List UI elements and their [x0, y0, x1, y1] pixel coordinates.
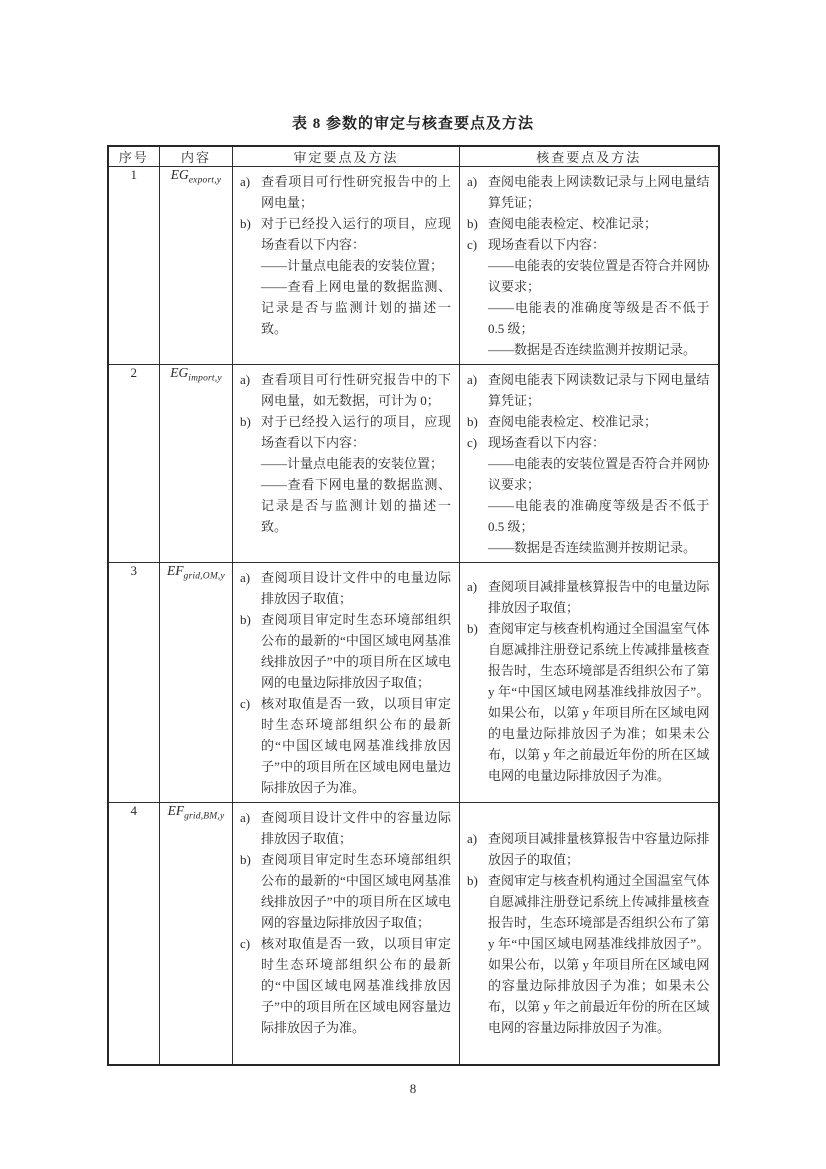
list-item	[467, 537, 710, 558]
cell-content	[233, 803, 459, 1042]
param-formula	[170, 167, 222, 186]
list-item	[467, 297, 710, 339]
col-header-content: 内容	[160, 146, 233, 167]
list-item	[467, 576, 710, 618]
item-text: 查阅审定与核查机构通过全国温室气体自愿减排注册登记系统上传减排量核查报告时，生态环境部是否组织公布了第 y 年“中国区域电网基准线排放因子”。如果公布，以第 y 年项目所在区域电网的容量边际排放因子为准；如果未公布，以第 y 年之前最近年份的所在区域电网的容量边际排放因子为准。	[488, 873, 710, 1035]
list-item	[240, 693, 451, 798]
cell-no	[108, 563, 160, 803]
item-marker: b)	[240, 612, 251, 627]
item-text: ——计量点电能表的安装位置；	[261, 258, 444, 273]
cell-content	[460, 563, 718, 790]
list-item	[467, 618, 710, 786]
list-item	[240, 369, 451, 411]
param-base: EG	[170, 167, 189, 182]
table-row	[108, 365, 719, 563]
param-formula	[167, 563, 225, 582]
param-subscript: export,y	[188, 175, 222, 186]
item-marker: a)	[467, 579, 478, 594]
row-number: 2	[130, 365, 137, 380]
item-text: ——查看上网电量的数据监测、记录是否与监测计划的描述一致。	[261, 279, 451, 336]
row-number: 1	[130, 167, 137, 182]
cell-check	[460, 563, 719, 803]
item-marker: b)	[240, 852, 251, 867]
cell-verification	[233, 365, 460, 563]
item-marker: a)	[467, 174, 478, 189]
cell-check	[460, 365, 719, 563]
item-text: 查阅项目审定时生态环境部组织公布的最新的“中国区域电网基准线排放因子”中的项目所在区域电网的容量边际排放因子取值；	[261, 852, 451, 930]
list-item	[467, 453, 710, 495]
item-text: 查阅电能表检定、校准记录；	[488, 216, 658, 231]
row-number: 4	[130, 803, 137, 818]
cell-content	[233, 365, 459, 541]
item-marker: a)	[240, 174, 251, 189]
item-text: ——电能表的安装位置是否符合并网协议要求；	[488, 456, 710, 492]
list-item	[240, 213, 451, 255]
list-item	[240, 255, 451, 276]
cell-param	[160, 167, 233, 365]
list-item	[240, 849, 451, 933]
item-text: 查阅电能表下网读数记录与下网电量结算凭证；	[488, 372, 710, 408]
list-item	[467, 432, 710, 453]
cell-verification	[233, 563, 460, 803]
cell-verification	[233, 167, 460, 365]
item-marker: a)	[240, 810, 251, 825]
cell-check	[460, 167, 719, 365]
item-text: 查看项目可行性研究报告中的下网电量，如无数据，可计为 0；	[261, 372, 451, 408]
list-item	[467, 213, 710, 234]
param-subscript: grid,BM,y	[184, 811, 225, 822]
page-number: 8	[409, 1080, 417, 1096]
cell-param	[160, 803, 233, 1065]
list-item	[240, 609, 451, 693]
table-body	[108, 167, 719, 1065]
item-text: ——电能表的准确度等级是否不低于 0.5 级；	[488, 498, 710, 534]
list-item	[240, 276, 451, 339]
item-marker: c)	[240, 936, 251, 951]
item-text: 查看项目可行性研究报告中的上网电量；	[261, 174, 451, 210]
item-marker: b)	[467, 414, 478, 429]
item-marker: a)	[467, 831, 478, 846]
cell-content	[460, 167, 718, 364]
col-header-verification: 审定要点及方法	[233, 146, 460, 167]
table-header	[108, 146, 719, 167]
param-base: EG	[170, 365, 189, 380]
list-item	[467, 369, 710, 411]
list-item	[240, 453, 451, 474]
item-text: 查阅审定与核查机构通过全国温室气体自愿减排注册登记系统上传减排量核查报告时，生态环境部是否组织公布了第 y 年“中国区域电网基准线排放因子”。如果公布，以第 y 年项目所在区域电网的电量边际排放因子为准；如果未公布，以第 y 年之前最近年份的所在区域电网的电量边际排放因子为准。	[488, 621, 710, 783]
param-formula	[170, 365, 222, 384]
item-text: ——数据是否连续监测并按期记录。	[488, 342, 697, 357]
item-text: 查阅电能表检定、校准记录；	[488, 414, 658, 429]
item-text: 查阅项目减排量核算报告中容量边际排放因子的取值；	[488, 831, 710, 867]
list-item	[467, 234, 710, 255]
item-marker: c)	[467, 237, 478, 252]
cell-content	[233, 563, 459, 802]
item-marker: b)	[467, 216, 478, 231]
header-row	[108, 146, 719, 167]
item-marker: b)	[240, 216, 251, 231]
list-item	[467, 495, 710, 537]
param-subscript: grid,OM,y	[183, 571, 225, 582]
item-text: 对于已经投入运行的项目，应现场查看以下内容：	[261, 414, 451, 450]
cell-no	[108, 365, 160, 563]
param-base: EF	[167, 803, 185, 818]
item-marker: b)	[240, 414, 251, 429]
cell-param	[160, 365, 233, 563]
list-item	[467, 255, 710, 297]
list-item	[467, 411, 710, 432]
table-row	[108, 563, 719, 803]
list-item	[467, 870, 710, 1038]
item-text: ——电能表的准确度等级是否不低于 0.5 级；	[488, 300, 710, 336]
item-text: 查阅项目审定时生态环境部组织公布的最新的“中国区域电网基准线排放因子”中的项目所在区域电网的电量边际排放因子取值；	[261, 612, 451, 690]
item-text: 查阅项目设计文件中的电量边际排放因子取值；	[261, 570, 451, 606]
item-text: 查阅项目减排量核算报告中的电量边际排放因子取值；	[488, 579, 710, 615]
list-item	[467, 171, 710, 213]
cell-no	[108, 803, 160, 1065]
item-marker: b)	[467, 873, 478, 888]
item-text: 现场查看以下内容：	[488, 435, 606, 450]
cell-verification	[233, 803, 460, 1065]
row-number: 3	[130, 563, 137, 578]
item-marker: b)	[467, 621, 478, 636]
item-marker: a)	[240, 372, 251, 387]
list-item	[240, 933, 451, 1038]
cell-no	[108, 167, 160, 365]
item-text: 现场查看以下内容：	[488, 237, 606, 252]
list-item	[240, 474, 451, 537]
list-item	[467, 828, 710, 870]
cell-content	[233, 167, 459, 343]
cell-content	[460, 365, 718, 562]
param-formula	[167, 803, 225, 822]
item-marker: a)	[467, 372, 478, 387]
col-header-check: 核查要点及方法	[460, 146, 719, 167]
cell-check	[460, 803, 719, 1065]
table-caption: 表 8 参数的审定与核查要点及方法	[291, 116, 534, 132]
item-marker: c)	[467, 435, 478, 450]
item-text: 对于已经投入运行的项目，应现场查看以下内容：	[261, 216, 451, 252]
item-text: 核对取值是否一致，以项目审定时生态环境部组织公布的最新的“中国区域电网基准线排放因子”中的项目所在区域电网电量边际排放因子为准。	[261, 696, 451, 795]
params-table	[107, 145, 720, 1066]
item-text: ——查看下网电量的数据监测、记录是否与监测计划的描述一致。	[261, 477, 451, 534]
list-item	[240, 171, 451, 213]
item-text: ——电能表的安装位置是否符合并网协议要求；	[488, 258, 710, 294]
item-marker: c)	[240, 696, 251, 711]
list-item	[240, 807, 451, 849]
table-row	[108, 803, 719, 1065]
param-subscript: import,y	[188, 373, 222, 384]
item-text: 核对取值是否一致，以项目审定时生态环境部组织公布的最新的“中国区域电网基准线排放因子”中的项目所在区域电网容量边际排放因子为准。	[261, 936, 451, 1035]
cell-content	[460, 803, 718, 1042]
list-item	[240, 411, 451, 453]
list-item	[240, 567, 451, 609]
list-item	[467, 339, 710, 360]
item-text: ——数据是否连续监测并按期记录。	[488, 540, 697, 555]
cell-param	[160, 563, 233, 803]
table-row	[108, 167, 719, 365]
param-base: EF	[167, 563, 184, 578]
item-text: ——计量点电能表的安装位置；	[261, 456, 444, 471]
item-text: 查阅项目设计文件中的容量边际排放因子取值；	[261, 810, 451, 846]
item-marker: a)	[240, 570, 251, 585]
item-text: 查阅电能表上网读数记录与上网电量结算凭证；	[488, 174, 710, 210]
col-header-no: 序号	[108, 146, 160, 167]
